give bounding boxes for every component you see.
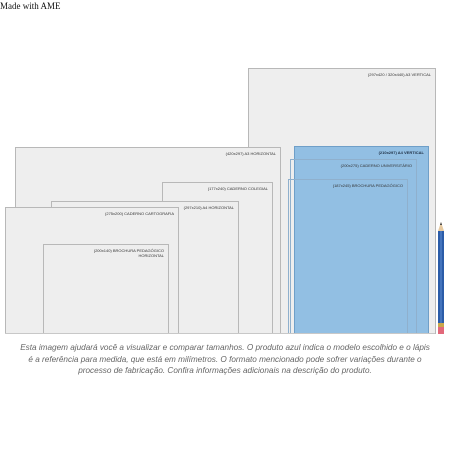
sheet-label: (177x240) CADERNO COLEGIAL <box>207 186 268 191</box>
sheet-label: (200x275) CADERNO UNIVERSITÁRIO <box>340 163 412 168</box>
sheet-label: (210x297) A4 VERTICAL <box>378 150 424 155</box>
sheet-label: (420x297) A3 HORIZONTAL <box>225 151 276 156</box>
pencil-icon <box>436 222 446 334</box>
sheet-label: (200x140) BROCHURA PEDAGÓGICO HORIZONTAL <box>93 248 164 258</box>
sheet-label: (297x210) A4 HORIZONTAL <box>183 205 234 210</box>
sheet-label: (275x200) CADERNO CARTOGRAFIA <box>105 211 174 216</box>
baseline-divider <box>5 333 435 334</box>
sheet-label: (187x245) BROCHURA PEDAGÓGICO <box>332 183 403 188</box>
sheet-brochura-pedagogico-horizontal <box>43 244 169 334</box>
caption-text: Esta imagem ajudará você a visualizar e comparar tamanhos. O produto azul indica o modelo escolhido e o lápis é a referência para medida, que está em milímetros. O formato mencionado pode sofrer variações durante o processo de fabricação. Confira informações adicionais na descrição do produto. <box>20 343 430 375</box>
sheet-brochura-pedagogico <box>288 179 408 334</box>
sheet-label: (297x420 / 320x440) A3 VERTICAL <box>367 72 431 77</box>
watermark: Made with AME <box>0 1 61 11</box>
